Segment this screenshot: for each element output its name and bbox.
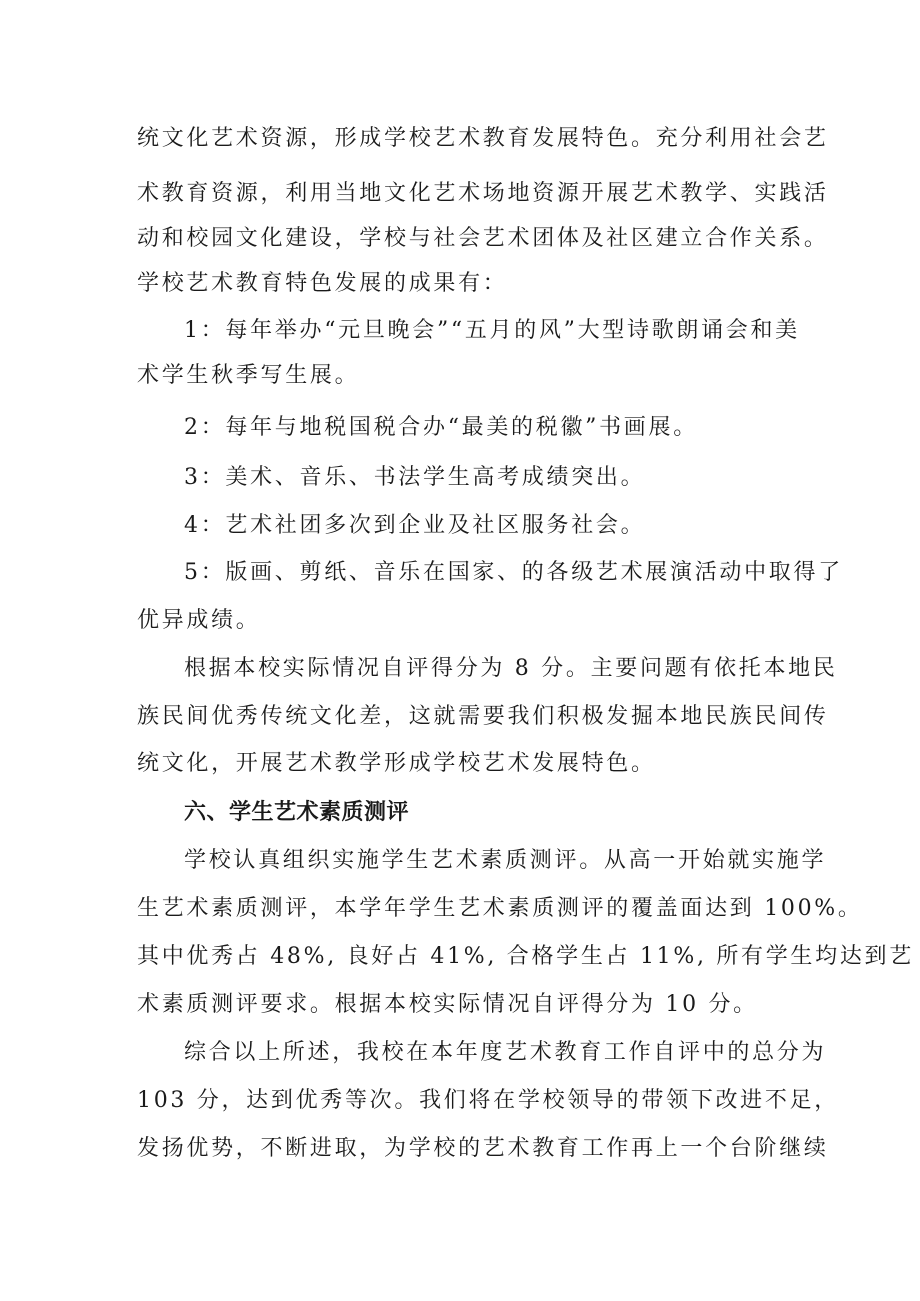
assessment-line: 术素质测评要求。根据本校实际情况自评得分为 10 分。 (137, 992, 758, 1017)
self-eval-line: 根据本校实际情况自评得分为 8 分。主要问题有依托本地民 (184, 656, 838, 681)
assessment-line: 生艺术素质测评，本学年学生艺术素质测评的覆盖面达到 100%。 (137, 896, 863, 921)
achievement-item-2: 2：每年与地税国税合办“最美的税徽”书画展。 (184, 415, 698, 440)
self-eval-line: 统文化，开展艺术教学形成学校艺术发展特色。 (137, 751, 656, 776)
achievement-item-5-cont: 优异成绩。 (137, 608, 261, 633)
intro-line: 统文化艺术资源，形成学校艺术教育发展特色。充分利用社会艺 (137, 126, 829, 151)
intro-line: 学校艺术教育特色发展的成果有： (137, 271, 508, 296)
intro-line: 术教育资源，利用当地文化艺术场地资源开展艺术教学、实践活 (137, 181, 829, 206)
achievement-item-1: 1：每年举办“元旦晚会”“五月的风”大型诗歌朗诵会和美 (184, 318, 800, 343)
assessment-line: 学校认真组织实施学生艺术素质测评。从高一开始就实施学 (184, 848, 827, 873)
self-eval-line: 族民间优秀传统文化差，这就需要我们积极发掘本地民族民间传 (137, 704, 829, 729)
achievement-item-5: 5：版画、剪纸、音乐在国家、的各级艺术展演活动中取得了 (184, 560, 843, 585)
summary-line: 发扬优势，不断进取，为学校的艺术教育工作再上一个台阶继续 (137, 1136, 829, 1161)
intro-line: 动和校园文化建设，学校与社会艺术团体及社区建立合作关系。 (137, 226, 829, 251)
summary-line: 综合以上所述，我校在本年度艺术教育工作自评中的总分为 (184, 1040, 827, 1065)
assessment-line: 其中优秀占 48%, 良好占 41%, 合格学生占 11%, 所有学生均达到艺 (137, 944, 914, 969)
achievement-item-4: 4：艺术社团多次到企业及社区服务社会。 (184, 513, 646, 538)
achievement-item-3: 3：美术、音乐、书法学生高考成绩突出。 (184, 465, 646, 490)
summary-line: 103 分，达到优秀等次。我们将在学校领导的带领下改进不足， (137, 1088, 839, 1113)
achievement-item-1-cont: 术学生秋季写生展。 (137, 363, 360, 388)
section-heading: 六、学生艺术素质测评 (184, 800, 410, 825)
